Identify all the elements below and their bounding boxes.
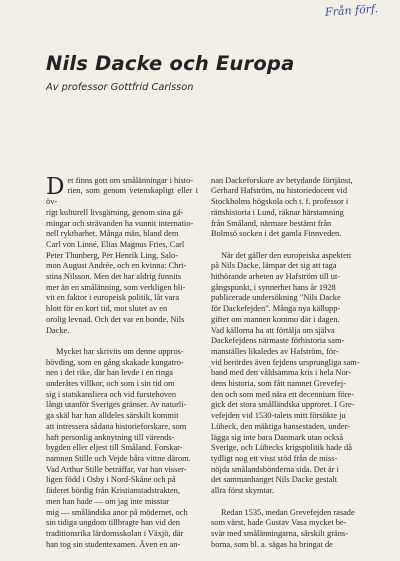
- drop-cap: D: [46, 173, 65, 200]
- left-column: [46, 165, 198, 561]
- paragraph-text: Redan 1535, medan Grevefejden rasade som värst, hade Gustav Vasa mycket be- svär med smålänningarna, särskilt gräns- borna, som bl. a. sägas ha bringat de: [211, 507, 355, 549]
- handwritten-inscription: Från förf.: [324, 2, 379, 19]
- article-title: Nils Dacke och Europa: [46, 52, 295, 75]
- paragraph: [46, 347, 198, 550]
- paragraph-text: När det gäller den europeiska aspekten på Nils Dacke, lämpar det sig att taga hithörande arbeten av Hafström till ut- gångspunkt, i synnerhet hans år 1928 publicerade undersökning "Nils Dacke för Dackefejden". Många nya källupp- gifter om mannen kommo där i dagen. Vad källorna ha att förtälja om själva Dackefejdens närmaste förhistoria sam- manställes likaledes av Hafström, för- vid berördes även fejdens ursprungliga sam- band med den våldsamma kris i hela Nor- dens historia, som fått namnet Grevefej- den och som med nära ett decennium före- gick det stora smålländska upproret. I Gre- vefejden vid 1530-talets mitt försökte ju Lübeck, den mäktiga hansestaden, under- lägga sig inte bara Danmark utan också Sverige, och Lübecks krigspolitik hade då tydligt nog ett visst stöd från de miss- nöjda smålandsbönderna sida. Det är i det sammanhanget Nils Dacke gestalt allra först skymtar.: [211, 250, 360, 496]
- paragraph: [46, 173, 198, 337]
- paragraph-text: et finns gott om smålänningar i histo- rien, som genom vetenskapligt eller i öv- rigt kulturell livsgärning, genom sina gä- rningar och strävanden ha vunnit internatio- nell ryktbarhet. Många män, bland dem Carl von Linné, Elias Magnus Fries, Carl Peter Thunberg, Per Henrik Ling, Salo- mon August Andrée, och en kvinna: Chri- stina Nilsson. Men det har aldrig funnits mer än en smålänning, som verkligen bli- vit en faktor i europeisk politik, låt vara blott för en kort tid, mot slutet av en orolig levnad. Och det var en bonde, Nils Dacke.: [46, 175, 198, 335]
- paragraph: nan Dackeforskare av betydande förtjänst, Gerhard Hafström, nu historiedocent vid Stockholms högskola och t. f. professor i rättshistoria i Lund, räknar härstamning från Småland, närmare bestämt från Bolmsö socken i det gamla Finnveden.: [211, 175, 353, 239]
- article-author: Av professor Gottfrid Carlsson: [46, 82, 194, 93]
- paragraph: [211, 508, 361, 551]
- paragraph: [211, 251, 361, 497]
- paragraph-text: Mycket har skrivits om denne uppros- bövding, som en gång skakade kungatro- nen i det rike, där han levde i en ringa underåtes villkor, och som i sin tid om sig i statskansliera och vid furstehoven långt utanför Sveriges gränser. Av naturli- ga skäl har han alldeles särskilt kommit att intressera sådana historieforskare, som haft personlig anknytning till värends- bygden eller eljest till Småland. Forskar- namnen Stille och Vejde båra vittne därom. Vad Arthur Stille beträffar, var han visser- ligen född i Osby i Nord-Skåne och på fäderet bördig från Kristianstadstrakten, men han hade — om jag inte misstar mig — småländska anor på mödernet, och sin tidiga ungdom tillbragte han vid den traditionsrika lärdomsskolan i Växjö, där han tog sin studentexamen. Även en an-: [46, 346, 191, 549]
- right-column: [211, 165, 361, 561]
